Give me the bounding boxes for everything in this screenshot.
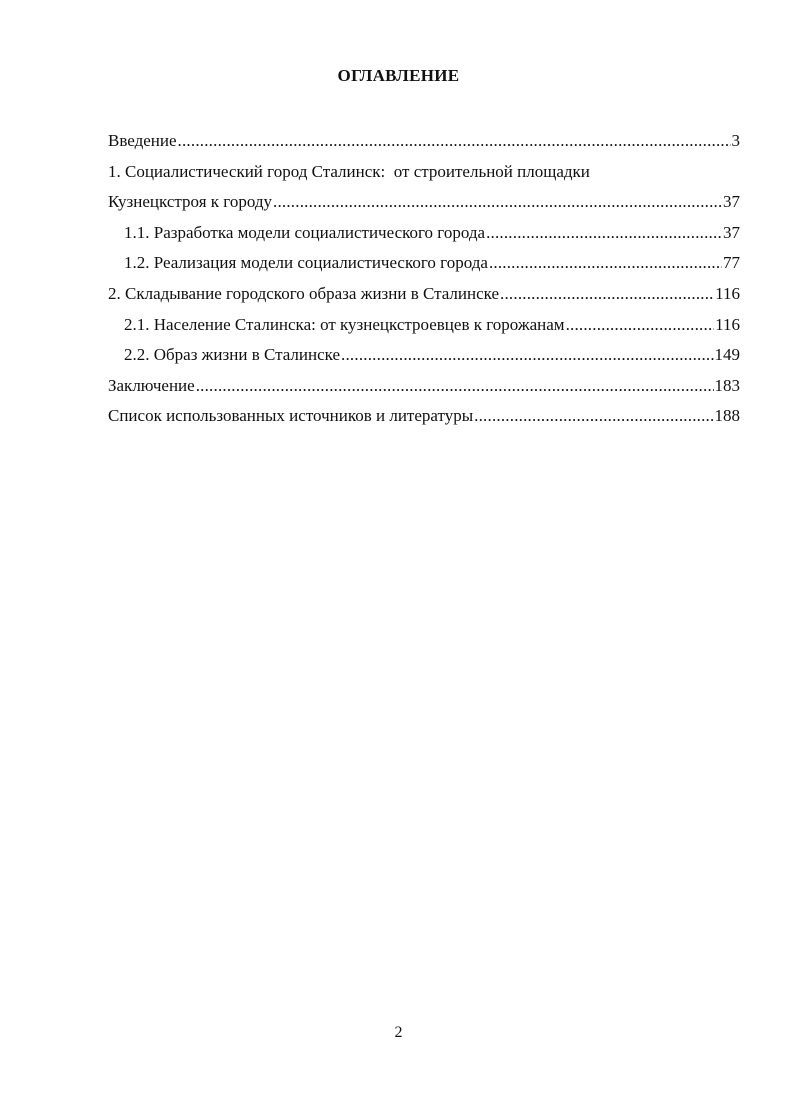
toc-leader-dots [486, 218, 722, 249]
toc-leader-dots [341, 340, 713, 371]
toc-entry-page: 149 [714, 345, 740, 365]
toc-entry-chapter-1[interactable] [108, 157, 740, 188]
toc-entry-label: 1.1. Разработка модели социалистического города [124, 222, 486, 242]
toc-entry-chapter-1-continued[interactable] [108, 187, 740, 218]
toc-leader-dots [273, 187, 722, 218]
toc-leader-dots [500, 279, 714, 310]
toc-entry-label: 2.2. Образ жизни в Сталинске [124, 345, 341, 365]
page-number: 2 [394, 1024, 403, 1041]
toc-entry-page: 77 [723, 253, 740, 273]
toc-entry-label: 1.2. Реализация модели социалистического города [124, 253, 488, 273]
toc-leader-dots [474, 401, 713, 432]
toc-entry-label: 2. Складывание городского образа жизни в Сталинске [108, 283, 500, 303]
toc-entry-label: Кузнецкстроя к городу [108, 192, 272, 212]
toc-entry-label: 2.1. Население Сталинска: от кузнецкстроевцев к горожанам [124, 314, 565, 334]
page-title: ОГЛАВЛЕНИЕ [337, 66, 460, 85]
toc-leader-dots [489, 248, 722, 279]
toc-entry-page: 3 [731, 131, 740, 150]
toc-leader-dots [566, 310, 715, 341]
toc-entry-page: 37 [723, 192, 740, 212]
toc-entry-references[interactable] [108, 401, 740, 432]
toc-entry-page: 188 [714, 406, 740, 426]
toc-entry-page: 183 [714, 375, 740, 395]
toc-entry-label: 1. Социалистический город Сталинск: от строительной площадки [108, 161, 590, 181]
toc-entry-section-2-1[interactable] [108, 310, 740, 341]
toc-entry-conclusion[interactable] [108, 371, 740, 402]
toc-entry-page: 37 [723, 222, 740, 242]
toc-entry-label: Заключение [108, 375, 195, 395]
toc-entry-chapter-2[interactable] [108, 279, 740, 310]
toc-entry-page: 116 [715, 283, 740, 303]
toc-leader-dots [178, 126, 731, 157]
toc-entry-label: Список использованных источников и литературы [108, 406, 474, 426]
table-of-contents [108, 126, 740, 432]
toc-entry-label: Введение [108, 131, 177, 150]
toc-entry-page: 116 [715, 314, 740, 334]
toc-entry-section-1-1[interactable] [108, 218, 740, 249]
toc-entry-introduction[interactable] [108, 126, 740, 157]
toc-entry-section-1-2[interactable] [108, 248, 740, 279]
toc-entry-section-2-2[interactable] [108, 340, 740, 371]
toc-leader-dots [196, 371, 714, 402]
